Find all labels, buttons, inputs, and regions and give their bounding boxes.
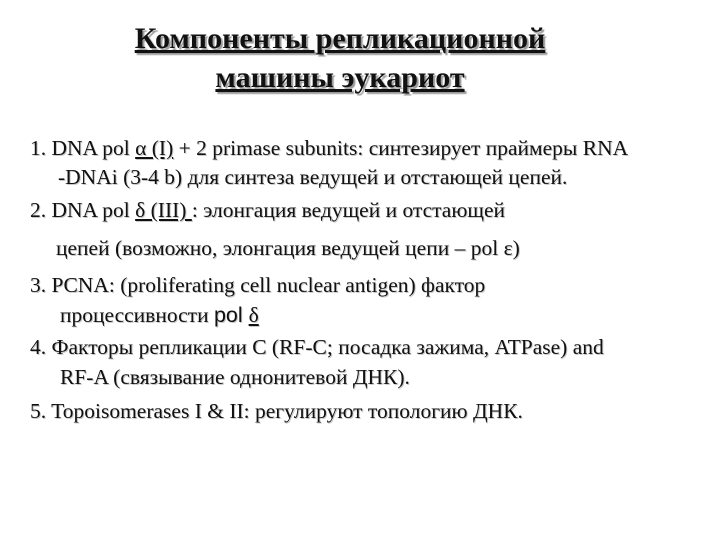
item-text: : элонгация ведущей и отстающей <box>191 198 505 222</box>
list-item-1 <box>30 138 628 160</box>
list-item-3 <box>30 275 485 297</box>
underlined-term: α (I) <box>135 136 174 160</box>
list-item-5 <box>30 401 523 423</box>
item-number: 2. <box>30 198 47 222</box>
list-item-2-continuation: цепей (возможно, элонгация ведущей цепи – pol ε) <box>56 236 520 260</box>
list-item-2 <box>30 200 505 222</box>
list-item-1-continuation: -DNAi (3-4 b) для синтеза ведущей и отстающей цепей. <box>58 165 568 189</box>
item-text: pol <box>213 303 249 327</box>
item-number: 5. <box>30 399 47 423</box>
underlined-term: δ <box>248 303 259 327</box>
item-text: Факторы репликации С (RF-C; посадка зажима, ATPase) and <box>46 335 604 359</box>
item-number: 4. <box>30 335 47 359</box>
item-text: процессивности <box>60 303 214 327</box>
item-text: DNA pol <box>46 136 136 160</box>
item-number: 1. <box>30 136 47 160</box>
item-number: 3. <box>30 273 47 297</box>
item-text: + 2 primase subunits: синтезирует праймеры RNA <box>173 136 629 160</box>
item-text: DNA pol <box>46 198 136 222</box>
slide-title-line-2: машины эукариот <box>215 61 465 94</box>
list-item-4-continuation: RF-A (связывание однонитевой ДНК). <box>60 365 410 389</box>
item-text: Topoisomerases I & II: регулируют топологию ДНК. <box>46 399 523 423</box>
list-item-4 <box>30 337 604 359</box>
slide-title-line-1: Компоненты репликационной <box>134 22 546 55</box>
item-text: PCNA: (proliferating cell nuclear antigen) фактор <box>46 273 486 297</box>
list-item-3-continuation <box>60 305 259 327</box>
underlined-term: δ (III) <box>135 198 192 222</box>
